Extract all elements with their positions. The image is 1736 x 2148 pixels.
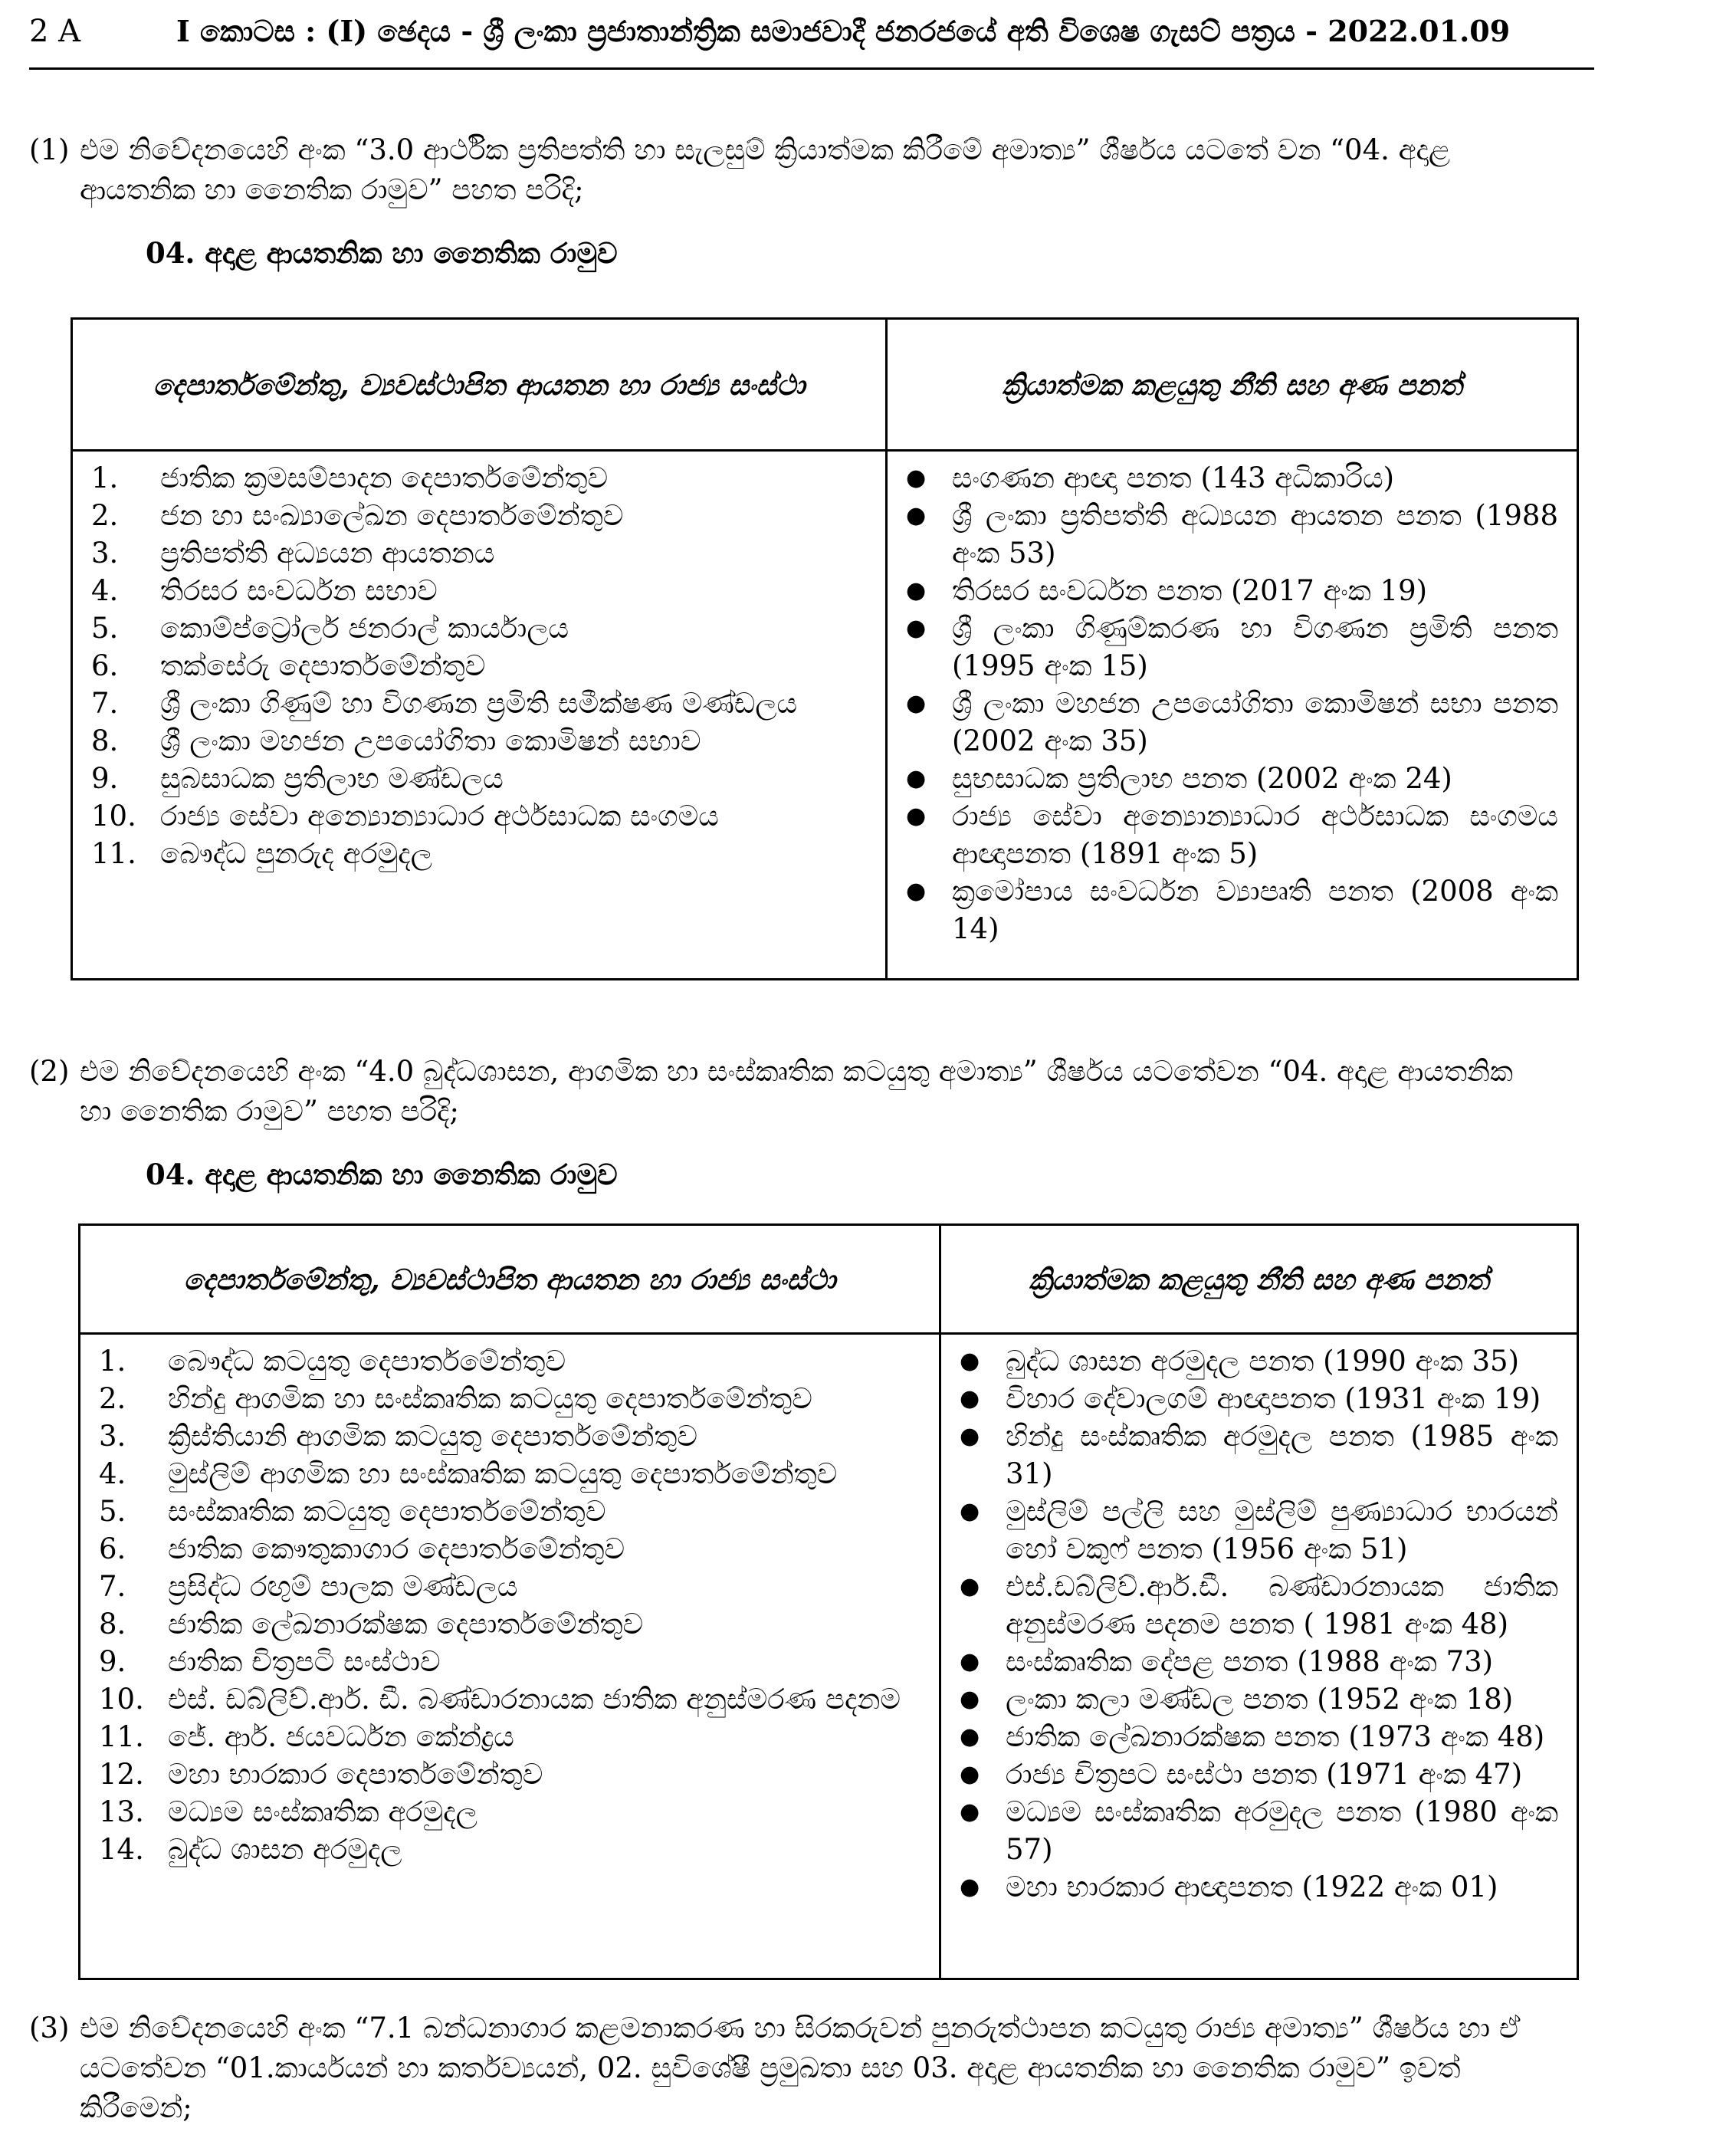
item-number: 3. [99,1420,126,1453]
item-number: 13. [99,1795,144,1828]
law-list-item [960,1493,1558,1568]
institution-name: ජන හා සංඛ්‍යාලේඛන දෙපාර්තමේන්තුව [160,499,624,532]
bullet-icon: ● [960,1648,980,1675]
institution-list-item [91,835,867,872]
institution-list-item [99,1493,921,1530]
paragraph-number: (2) [29,1055,70,1088]
bullet-icon: ● [960,1874,980,1900]
column-header-institutions: දෙපාර්තමේන්තු, ව්‍යවස්ථාපිත ආයතන හා රාජ්‍ය සංස්ථා [80,1225,940,1334]
institution-name: ශ්‍රී ලංකා ගිණුම් හා විගණන ප්‍රමිති සමීක්ෂණ මණ්ඩලය [160,687,798,720]
institutions-cell [72,451,887,980]
institution-list-item [91,760,867,797]
law-list-item [960,1380,1558,1417]
institution-list-item [99,1680,921,1718]
item-number: 10. [91,800,136,833]
institution-list-item [91,497,867,534]
page-number: 2 A [29,14,81,49]
paragraph-3 [29,2008,1577,2128]
law-name: සංගණන ආඥා පනත (143 අධිකාරිය) [952,461,1395,494]
item-number: 12. [99,1758,144,1791]
paragraph-number: (3) [29,2012,70,2045]
institution-list-item [99,1530,921,1568]
law-list-item [960,1568,1558,1643]
bullet-icon: ● [906,878,927,905]
institution-list-item [91,572,867,609]
laws-list [906,459,1558,948]
institution-name: ජාතික කෞතුකාගාර දෙපාර්තමේන්තුව [168,1532,625,1565]
law-list-item [960,1718,1558,1756]
paragraph-1 [29,130,1577,210]
bullet-icon: ● [960,1498,980,1525]
item-number: 9. [99,1645,126,1678]
law-list-item [960,1342,1558,1380]
law-list-item [906,872,1558,948]
item-number: 3. [91,537,119,570]
paragraph-text-line: එම නිවේදනයෙහි අංක “4.0 බුද්ධශාසන, ආගමික හා සංස්කෘතික කටයුතු අමාත්‍ය” ශීර්ෂය යටතේවන “04. අදාළ ආයතනික [80,1055,1514,1088]
law-name: මධ්‍යම සංස්කෘතික අරමුදල පනත (1980 අංක 57) [1006,1795,1558,1866]
item-number: 11. [99,1720,144,1753]
law-name: බුද්ධ ශාසන අරමුදල පනත (1990 අංක 35) [1006,1345,1520,1378]
institutional-framework-table-2 [78,1223,1579,1980]
institution-list-item [99,1718,921,1756]
institution-list-item [99,1342,921,1380]
bullet-icon: ● [906,502,927,529]
law-list-item [960,1643,1558,1680]
institution-name: ශ්‍රී ලංකා මහජන උපයෝගිතා කොමිෂන් සභාව [160,724,701,757]
bullet-icon: ● [960,1385,980,1412]
laws-list [960,1342,1558,1906]
paragraph-text-line: කිරීමෙන්; [80,2091,192,2124]
law-name: සුභසාධක ප්‍රතිලාභ පනත (2002 අංක 24) [952,762,1452,795]
bullet-icon: ● [906,615,927,642]
institution-name: හින්දු ආගමික හා සංස්කෘතික කටයුතු දෙපාර්තමේන්තුව [168,1382,812,1415]
laws-cell [940,1334,1578,1979]
institutions-list [99,1342,921,1868]
institution-name: ජේ. ආර්. ජයවර්ධන කේන්ද්‍රය [168,1720,514,1753]
law-list-item [960,1868,1558,1906]
law-list-item [960,1680,1558,1718]
law-list-item [960,1417,1558,1493]
law-name: මහා භාරකාර ආඥාපනත (1922 අංක 01) [1006,1870,1498,1903]
section-subheading: 04. අදාළ ආයතනික හා නෛතික රාමුව [146,236,618,270]
item-number: 8. [91,724,119,757]
bullet-icon: ● [960,1761,980,1788]
law-name: ජාතික ලේඛනාරක්ෂක පනත (1973 අංක 48) [1006,1720,1545,1753]
paragraph-text-line: ආයතනික හා නෛතික රාමුව” පහත පරිදි; [80,173,584,206]
institution-list-item [91,609,867,647]
institution-name: ජාතික ලේඛනාරක්ෂක දෙපාර්තමේන්තුව [168,1608,644,1641]
law-name: මුස්ලිම් පල්ලි සහ මුස්ලිම් පුණ්‍යාධාර භාරයන් හෝ වකුෆ් පනත (1956 අංක 51) [1006,1495,1558,1565]
item-number: 8. [99,1608,126,1641]
paragraph-text-line: එම නිවේදනයෙහි අංක “7.1 බන්ධනාගාර කළමනාකරණ හා සිරකරුවන් පුනරුත්ථාපන කටයුතු රාජ්‍ය අමාත්‍ය” ශීර්ෂය හා ඒ [80,2012,1521,2045]
institution-list-item [91,534,867,572]
law-name: විහාර දේවාලගම් ආඥාපනත (1931 අංක 19) [1006,1382,1541,1415]
paragraph-text-line: එම නිවේදනයෙහි අංක “3.0 ආර්ථික ප්‍රතිපත්ති හා සැලසුම් ක්‍රියාත්මක කිරීමේ අමාත්‍ය” ශීර්ෂය යටතේ වන “04. අදාළ [80,133,1451,166]
paragraph-number: (1) [29,133,70,166]
bullet-icon: ● [906,803,927,829]
institutional-framework-table-1 [71,317,1579,980]
law-name: එස්.ඩබ්ලිව්.ආර්.ඩී. බණ්ඩාරනායක ජාතික අනුස්මරණ පදනම පනත ( 1981 අංක 48) [1006,1570,1558,1641]
institution-name: සංස්කෘතික කටයුතු දෙපාර්තමේන්තුව [168,1495,606,1528]
institution-name: ප්‍රසිද්ධ රඟුම් පාලක මණ්ඩලය [168,1570,518,1603]
law-name: තිරසර සංවර්ධන පනත (2017 අංක 19) [952,574,1428,607]
institution-name: තක්සේරු දෙපාර්තමේන්තුව [160,649,486,682]
institution-name: බුද්ධ ශාසන අරමුදල [168,1833,402,1866]
law-name: ශ්‍රී ලංකා ප්‍රතිපත්ති අධ්‍යයන ආයතන පනත (1988 අංක 53) [952,499,1558,570]
item-number: 1. [91,461,119,494]
law-list-item [906,685,1558,760]
item-number: 5. [91,612,119,645]
institution-list-item [99,1643,921,1680]
law-list-item [906,497,1558,572]
item-number: 6. [91,649,119,682]
institution-list-item [99,1793,921,1831]
paragraph-text-line: යටතේවන “01.කාර්යයන් හා කර්තව්‍යයන්, 02. සුවිශේෂී ප්‍රමුඛතා සහ 03. අදාළ ආයතනික හා නෛතික රාමුව” ඉවත් [80,2051,1461,2084]
paragraph-2 [29,1052,1577,1131]
law-list-item [906,797,1558,872]
item-number: 9. [91,762,119,795]
section-subheading: 04. අදාළ ආයතනික හා නෛතික රාමුව [146,1158,618,1191]
bullet-icon: ● [960,1723,980,1750]
institution-name: සුබසාධක ප්‍රතිලාභ මණ්ඩලය [160,762,504,795]
law-name: ලංකා කලා මණ්ඩල පනත (1952 අංක 18) [1006,1683,1514,1716]
item-number: 2. [99,1382,126,1415]
law-list-item [906,609,1558,685]
institution-list-item [91,459,867,497]
law-name: ශ්‍රී ලංකා ගිණුම්කරණ හා විගණන ප්‍රමිති පනත (1995 අංක 15) [952,612,1558,682]
law-name: රාජ්‍ය සේවා අන්‍යොන්‍යාධාර අර්ථසාධක සංගමය ආඥාපනත (1891 අංක 5) [952,800,1558,870]
institution-name: ක්‍රිස්තියානි ආගමික කටයුතු දෙපාර්තමේන්තුව [168,1420,698,1453]
institution-name: ජාතික ක්‍රමසම්පාදන දෙපාර්තමේන්තුව [160,461,609,494]
institution-list-item [91,797,867,835]
item-number: 10. [99,1683,144,1716]
institution-list-item [91,685,867,722]
column-header-institutions: දෙපාර්තමේන්තු, ව්‍යවස්ථාපිත ආයතන හා රාජ්‍ය සංස්ථා [72,319,887,451]
institution-name: එස්. ඩබ්ලිව්.ආර්. ඩී. බණ්ඩාරනායක ජාතික අනුස්මරණ පදනම [168,1683,901,1716]
law-name: ක්‍රමෝපාය සංවර්ධන ව්‍යාපෘති පනත (2008 අංක 14) [952,875,1558,945]
bullet-icon: ● [960,1423,980,1450]
header-divider [29,67,1594,70]
paragraph-text-line: හා නෛතික රාමුව” පහත පරිදි; [80,1095,459,1128]
bullet-icon: ● [960,1573,980,1600]
institution-name: මුස්ලිම් ආගමික හා සංස්කෘතික කටයුතු දෙපාර්තමේන්තුව [168,1457,838,1490]
law-list-item [960,1756,1558,1793]
column-header-laws: ක්‍රියාත්මක කළයුතු නීති සහ අණ පනත් [887,319,1578,451]
law-list-item [960,1793,1558,1868]
bullet-icon: ● [960,1686,980,1713]
institution-list-item [99,1756,921,1793]
institution-list-item [99,1568,921,1605]
institution-list-item [99,1380,921,1417]
institution-name: බෞද්ධ පුනරුද අරමුදල [160,837,432,870]
law-list-item [906,572,1558,609]
institution-list-item [99,1417,921,1455]
bullet-icon: ● [960,1798,980,1825]
column-header-laws: ක්‍රියාත්මක කළයුතු නීති සහ අණ පනත් [940,1225,1578,1334]
law-name: ශ්‍රී ලංකා මහජන උපයෝගිතා කොමිෂන් සභා පනත (2002 අංක 35) [952,687,1558,757]
item-number: 4. [99,1457,126,1490]
institutions-cell [80,1334,940,1979]
institution-name: කොම්ප්ට්‍රෝලර් ජනරාල් කාර්යාලය [160,612,569,645]
institutions-list [91,459,867,872]
bullet-icon: ● [906,465,927,491]
laws-cell [887,451,1578,980]
institution-list-item [91,722,867,760]
item-number: 14. [99,1833,144,1866]
item-number: 1. [99,1345,126,1378]
item-number: 6. [99,1532,126,1565]
law-list-item [906,760,1558,797]
bullet-icon: ● [960,1348,980,1375]
institution-name: ජාතික චිත්‍රපටි සංස්ථාව [168,1645,441,1678]
item-number: 2. [91,499,119,532]
law-name: රාජ්‍ය චිත්‍රපට සංස්ථා පනත (1971 අංක 47) [1006,1758,1523,1791]
item-number: 7. [99,1570,126,1603]
law-name: සංස්කෘතික දේපළ පනත (1988 අංක 73) [1006,1645,1494,1678]
gazette-header-title: I කොටස : (I) ඡෙදය - ශ්‍රී ලංකා ප්‍රජාතාන්ත්‍රික සමාජවාදී ජනරජයේ අති විශෙෂ ගැසට් පත්‍රය - 2022.01.09 [176,14,1511,48]
bullet-icon: ● [906,765,927,792]
bullet-icon: ● [906,577,927,604]
item-number: 5. [99,1495,126,1528]
law-list-item [906,459,1558,497]
item-number: 11. [91,837,136,870]
item-number: 4. [91,574,119,607]
item-number: 7. [91,687,119,720]
institution-list-item [99,1455,921,1493]
law-name: හින්දු සංස්කෘතික අරමුදල පනත (1985 අංක 31) [1006,1420,1558,1490]
institution-list-item [99,1605,921,1643]
institution-name: තිරසර සංවර්ධන සභාව [160,574,438,607]
institution-name: බෞද්ධ කටයුතු දෙපාර්තමේන්තුව [168,1345,566,1378]
institution-name: රාජ්‍ය සේවා අන්‍යොන්‍යාධාර අර්ථසාධක සංගමය [160,800,719,833]
institution-name: ප්‍රතිපත්ති අධ්‍යයන ආයතනය [160,537,495,570]
institution-list-item [99,1831,921,1868]
institution-name: මහා භාරකාර දෙපාර්තමේන්තුව [168,1758,543,1791]
bullet-icon: ● [906,690,927,717]
institution-list-item [91,647,867,685]
institution-name: මධ්‍යම සංස්කෘතික අරමුදල [168,1795,477,1828]
